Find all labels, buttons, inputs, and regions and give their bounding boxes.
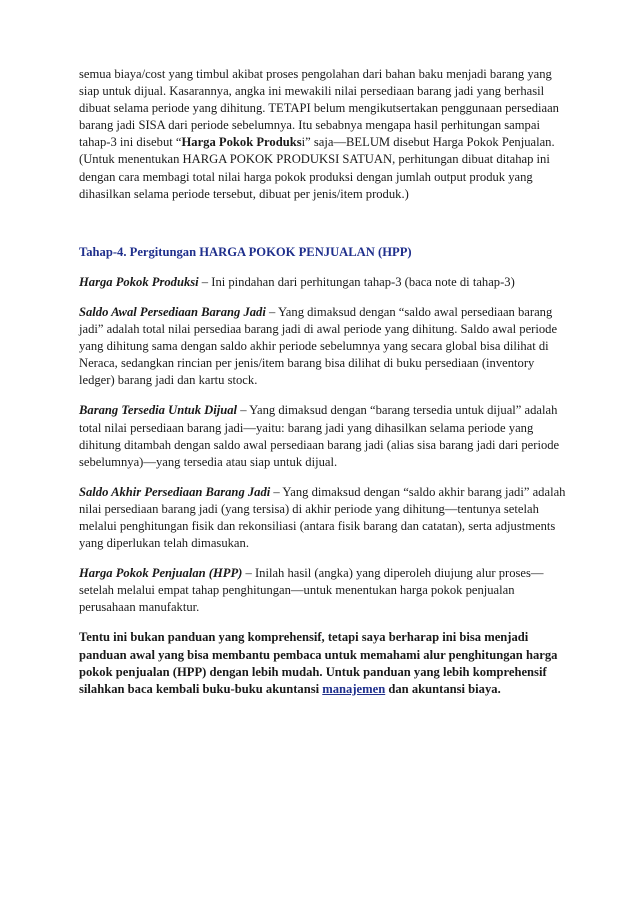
- closing-text-2: dan akuntansi biaya.: [385, 681, 501, 696]
- item-term: Saldo Akhir Persediaan Barang Jadi: [79, 484, 271, 499]
- document-page: [79, 66, 567, 698]
- item-term: Harga Pokok Produksi: [79, 274, 199, 289]
- item-text: – Yang dimaksud dengan “barang tersedia untuk dijual” adalah total nilai persediaan barang jadi—yaitu: barang jadi yang dihasilkan selama periode yang dihitung ditambah dengan saldo awal persediaan barang jadi (alias sisa barang jadi dari periode sebelumnya)—yang tersedia atau siap untuk dijual.: [79, 403, 560, 469]
- item-text: – Yang dimaksud dengan “saldo akhir barang jadi” adalah nilai persediaan barang jadi (yang tersisa) di akhir periode yang dihitung—tentunya setelah melalui penghitungan fisik dan rekonsiliasi (antara fisik barang dan catatan), serta adjustments yang diperlukan telah dimasukan.: [79, 484, 566, 551]
- item-hpp: [79, 565, 567, 616]
- item-term: Harga Pokok Penjualan (HPP): [79, 566, 243, 581]
- intro-text-1: semua biaya/cost yang timbul akibat proses pengolahan dari bahan baku menjadi barang yang siap untuk dijual. Kasarannya, angka ini mewakili nilai persediaan barang jadi yang berhasil dibuat selama periode yang dihitung. TETAPI belum mengikutsertakan penggunaan persediaan barang jadi SISA dari periode sebelumnya. Itu sebabnya mengapa hasil perhitungan sampai tahap-3 ini disebut “: [79, 67, 559, 150]
- item-saldo-akhir: [79, 484, 567, 552]
- item-term: Barang Tersedia Untuk Dijual: [79, 403, 238, 418]
- intro-text-2: i” saja—BELUM disebut Harga Pokok Penjualan. (Untuk menentukan HARGA POKOK PRODUKSI SATUAN, perhitungan dibuat ditahap ini dengan cara membagi total nilai harga pokok produksi dengan jumlah output produk yang dihasilkan selama periode tersebut, dibuat per jenis/item produk.): [79, 135, 555, 201]
- intro-paragraph: [79, 66, 567, 203]
- item-text: – Inilah hasil (angka) yang diperoleh diujung alur proses—setelah melalui empat tahap penghitungan—untuk menentukan harga pokok penjualan perusahaan manufaktur.: [79, 566, 544, 615]
- item-text: – Yang dimaksud dengan “saldo awal persediaan barang jadi” adalah total nilai persediaa barang jadi di awal periode yang dihitung. Saldo awal periode yang dihitung sama dengan saldo akhir periode sebelumnya yang secara global bisa dilihat di Neraca, sedangkan rincian per jenis/item barang bisa dilihat di buku persediaan (inventory ledger) barang jadi dan kartu stock.: [79, 304, 558, 388]
- intro-bold-term: Harga Pokok Produks: [181, 135, 302, 150]
- item-term: Saldo Awal Persediaan Barang Jadi: [79, 304, 266, 319]
- item-barang-tersedia: [79, 402, 567, 470]
- section-heading: Tahap-4. Pergitungan HARGA POKOK PENJUALAN (HPP): [79, 244, 412, 259]
- item-text: – Ini pindahan dari perhitungan tahap-3 (baca note di tahap-3): [198, 274, 515, 289]
- item-harga-pokok-produksi: [79, 274, 567, 291]
- item-saldo-awal: [79, 304, 567, 389]
- manajemen-link[interactable]: manajemen: [322, 681, 386, 696]
- closing-paragraph: [79, 629, 567, 697]
- closing-text-1: Tentu ini bukan panduan yang komprehensif, tetapi saya berharap ini bisa menjadi panduan awal yang bisa membantu pembaca untuk memahami alur penghitungan harga pokok penjualan (HPP) dengan lebih mudah. Untuk panduan yang lebih komprehensif silahkan baca kembali buku-buku akuntansi: [79, 630, 558, 696]
